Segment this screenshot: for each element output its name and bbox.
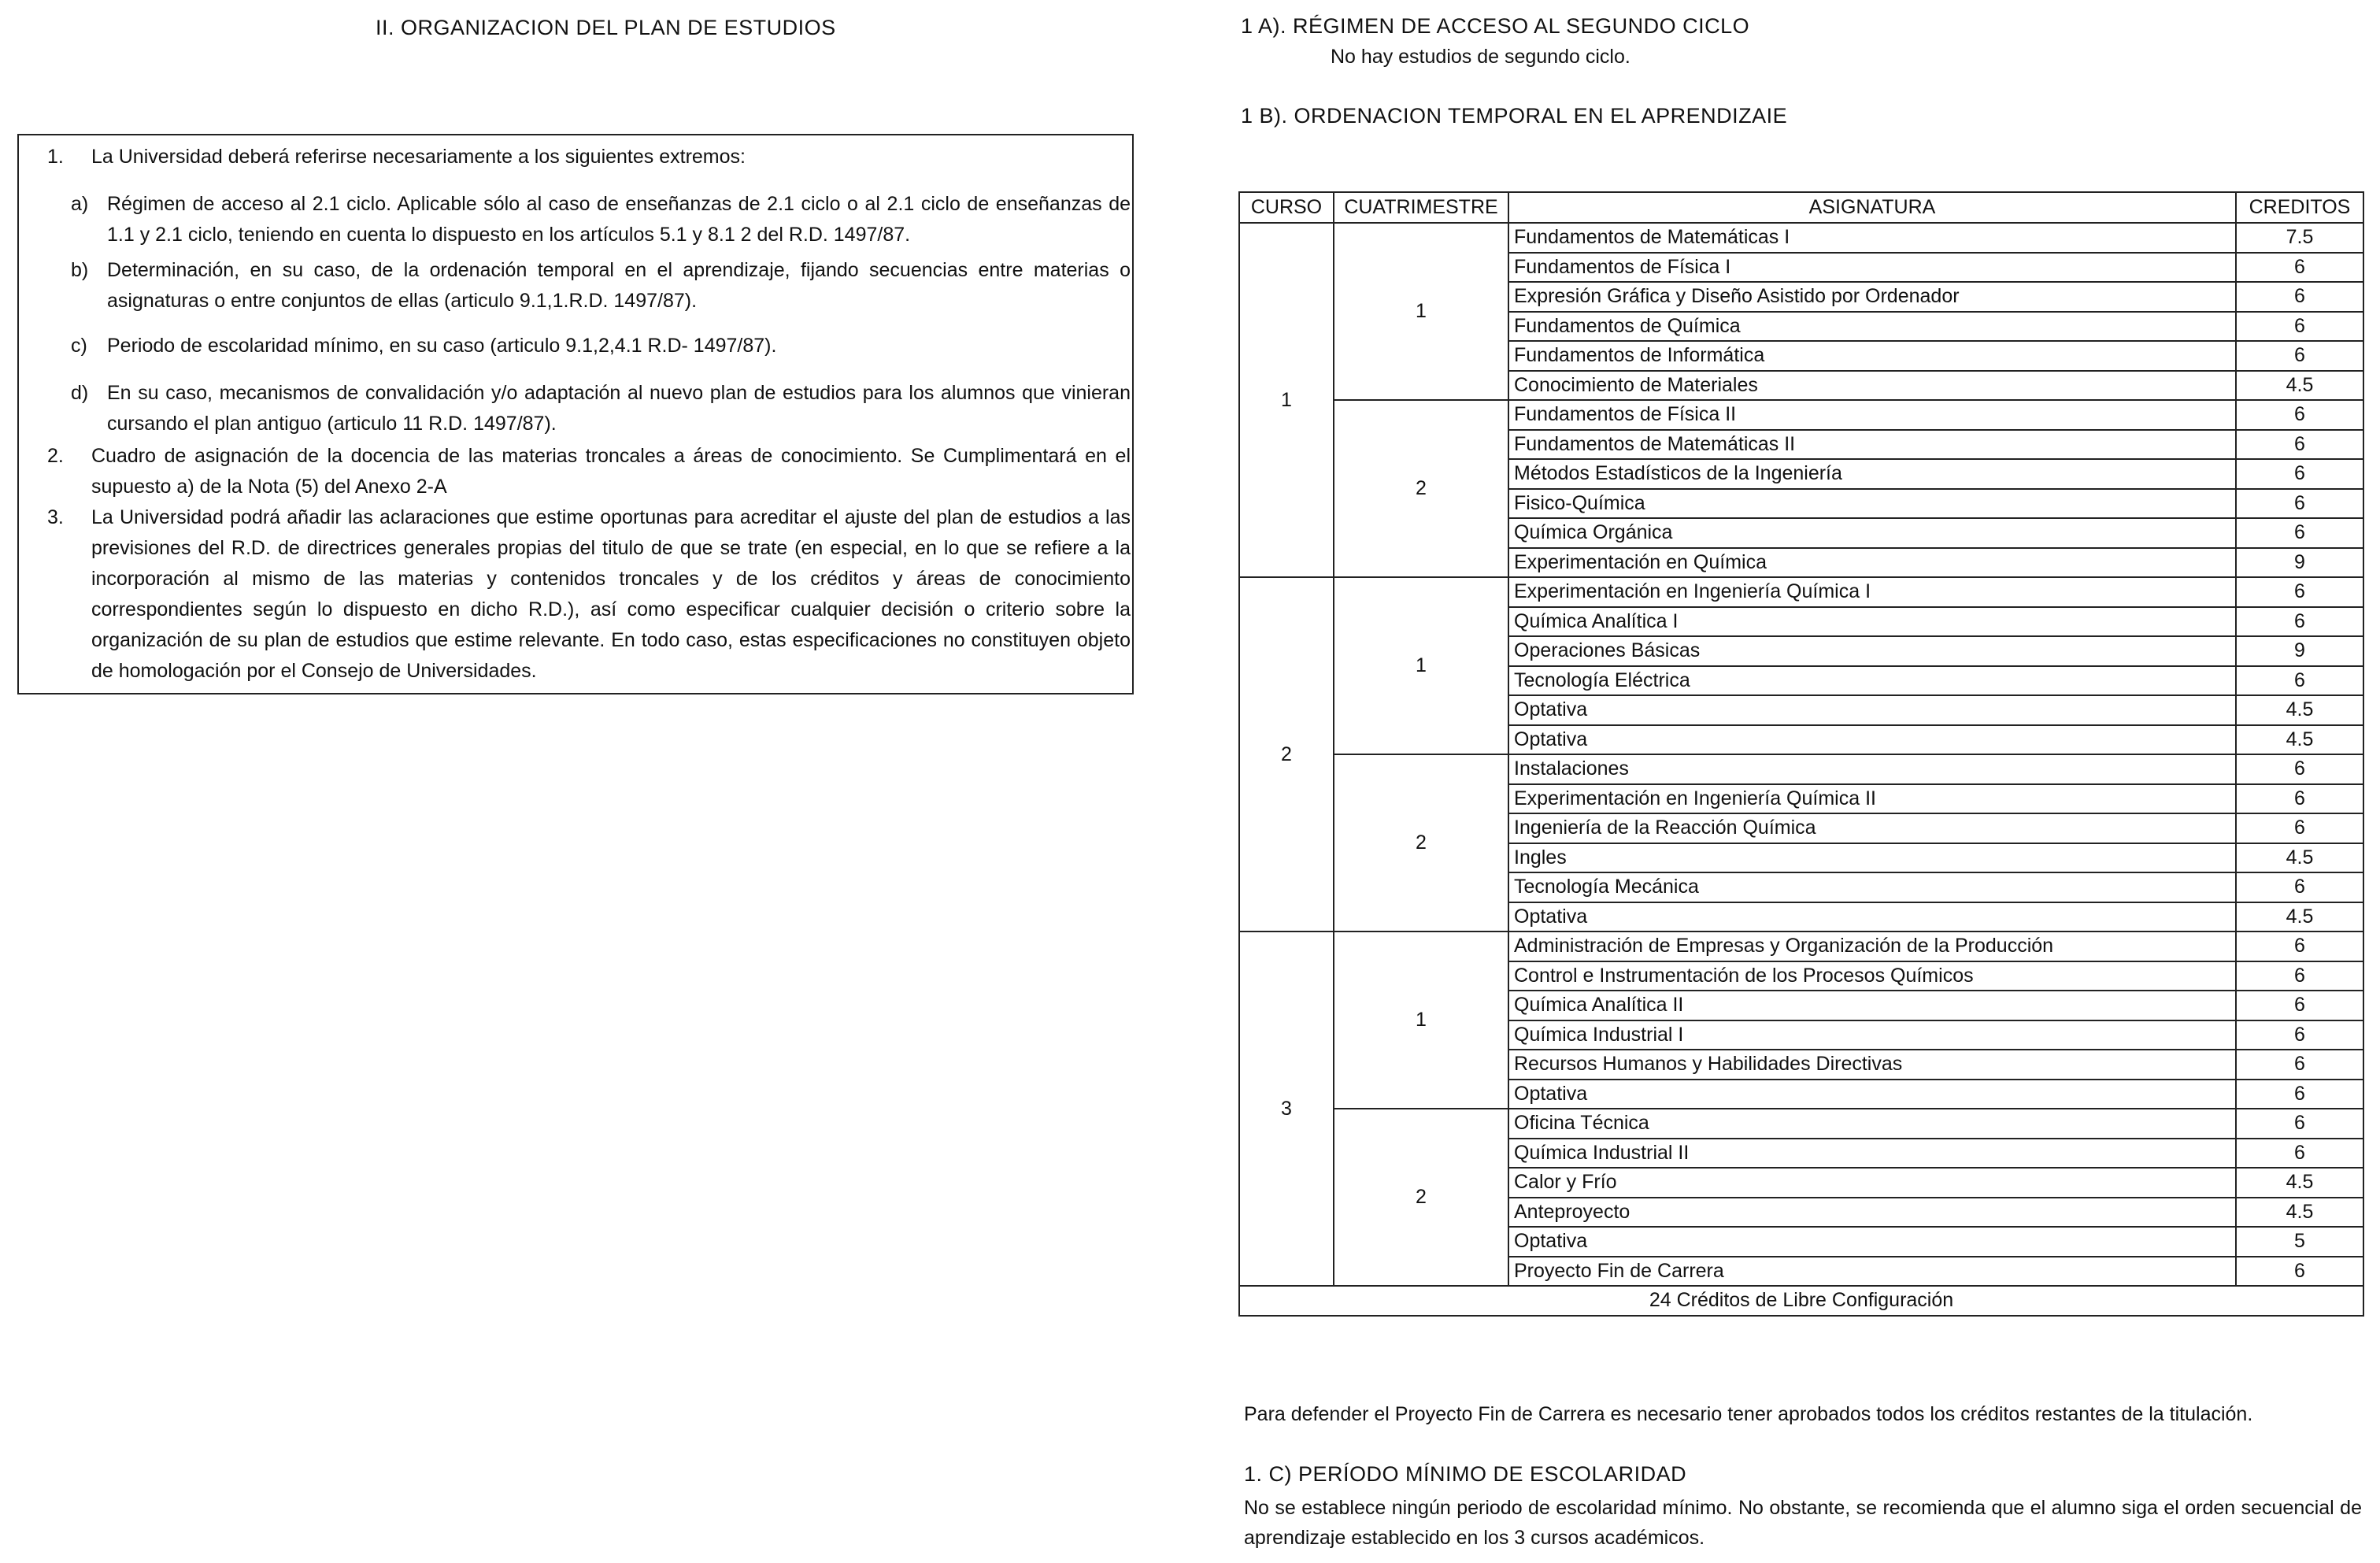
credits-cell: 6	[2236, 1257, 2363, 1287]
subject-cell: Fundamentos de Química	[1508, 312, 2236, 342]
credits-cell: 9	[2236, 548, 2363, 578]
table-row	[1239, 223, 2363, 253]
curso-cell: 2	[1239, 577, 1334, 932]
credits-cell: 4.5	[2236, 902, 2363, 932]
subject-cell: Control e Instrumentación de los Procesos Químicos	[1508, 961, 2236, 991]
credits-cell: 6	[2236, 518, 2363, 548]
subject-cell: Fisico-Química	[1508, 489, 2236, 519]
subject-cell: Fundamentos de Informática	[1508, 341, 2236, 371]
credits-cell: 6	[2236, 312, 2363, 342]
subject-cell: Química Orgánica	[1508, 518, 2236, 548]
table-row	[1239, 754, 2363, 784]
credits-cell: 6	[2236, 400, 2363, 430]
table-body	[1239, 223, 2363, 1316]
credits-cell: 6	[2236, 813, 2363, 843]
subject-cell: Tecnología Eléctrica	[1508, 666, 2236, 696]
credits-cell: 4.5	[2236, 371, 2363, 401]
subject-cell: Conocimiento de Materiales	[1508, 371, 2236, 401]
subject-cell: Optativa	[1508, 1227, 2236, 1257]
subject-cell: Recursos Humanos y Habilidades Directivas	[1508, 1050, 2236, 1080]
credits-cell: 6	[2236, 489, 2363, 519]
subject-cell: Ingeniería de la Reacción Química	[1508, 813, 2236, 843]
section-c-title: 1. C) PERÍODO MÍNIMO DE ESCOLARIDAD	[1244, 1462, 1687, 1486]
credits-cell: 9	[2236, 636, 2363, 666]
cuatrimestre-cell: 2	[1334, 754, 1508, 932]
credits-cell: 6	[2236, 932, 2363, 961]
cuatrimestre-cell: 2	[1334, 1109, 1508, 1286]
subject-cell: Experimentación en Química	[1508, 548, 2236, 578]
item-c-text: Periodo de escolaridad mínimo, en su caso (articulo 9.1,2,4.1 R.D- 1497/87).	[107, 335, 777, 357]
column-header: CREDITOS	[2236, 192, 2363, 223]
subject-cell: Fundamentos de Física I	[1508, 253, 2236, 283]
subject-cell: Operaciones Básicas	[1508, 636, 2236, 666]
subject-cell: Fundamentos de Física II	[1508, 400, 2236, 430]
subject-cell: Química Industrial I	[1508, 1020, 2236, 1050]
section-b-title: 1 B). ORDENACION TEMPORAL EN EL APRENDIZAIE	[1241, 104, 1788, 128]
subject-cell: Ingles	[1508, 843, 2236, 873]
credits-cell: 6	[2236, 872, 2363, 902]
credits-cell: 6	[2236, 1109, 2363, 1139]
table-row	[1239, 1109, 2363, 1139]
credits-cell: 6	[2236, 784, 2363, 814]
requirements-box	[17, 134, 1134, 694]
subject-cell: Optativa	[1508, 725, 2236, 755]
subject-cell: Calor y Frío	[1508, 1168, 2236, 1198]
credits-cell: 6	[2236, 1020, 2363, 1050]
credits-cell: 6	[2236, 1080, 2363, 1109]
subject-cell: Química Analítica II	[1508, 991, 2236, 1020]
credits-cell: 6	[2236, 282, 2363, 312]
credits-cell: 7.5	[2236, 223, 2363, 253]
subject-cell: Optativa	[1508, 902, 2236, 932]
project-note: Para defender el Proyecto Fin de Carrera es necesario tener aprobados todos los créditos restantes de la titulación.	[1244, 1403, 2253, 1425]
subject-cell: Métodos Estadísticos de la Ingeniería	[1508, 459, 2236, 489]
subject-cell: Oficina Técnica	[1508, 1109, 2236, 1139]
item-number: 1.	[47, 146, 64, 168]
subject-cell: Fundamentos de Matemáticas I	[1508, 223, 2236, 253]
subject-cell: Administración de Empresas y Organización de la Producción	[1508, 932, 2236, 961]
subject-cell: Química Analítica I	[1508, 607, 2236, 637]
credits-cell: 6	[2236, 1050, 2363, 1080]
section-a-title: 1 A). RÉGIMEN DE ACCESO AL SEGUNDO CICLO	[1241, 14, 1750, 38]
column-header: CURSO	[1239, 192, 1334, 223]
curso-cell: 3	[1239, 932, 1334, 1286]
intro-text: La Universidad deberá referirse necesariamente a los siguientes extremos:	[91, 146, 746, 168]
subject-cell: Química Industrial II	[1508, 1139, 2236, 1169]
item-label: a)	[71, 193, 89, 215]
credits-cell: 4.5	[2236, 725, 2363, 755]
cuatrimestre-cell: 1	[1334, 223, 1508, 400]
free-credits-row	[1239, 1286, 2363, 1316]
credits-cell: 4.5	[2236, 695, 2363, 725]
item-label: c)	[71, 335, 87, 357]
subject-cell: Instalaciones	[1508, 754, 2236, 784]
section-c-text: No se establece ningún periodo de escolaridad mínimo. No obstante, se recomienda que el alumno siga el orden secuencial de aprendizaje establecido en los 3 cursos académicos.	[1244, 1497, 2362, 1549]
item-label: d)	[71, 382, 89, 404]
subject-cell: Expresión Gráfica y Diseño Asistido por Ordenador	[1508, 282, 2236, 312]
cuatrimestre-cell: 2	[1334, 400, 1508, 577]
page-title: II. ORGANIZACION DEL PLAN DE ESTUDIOS	[376, 16, 836, 39]
item-number: 2.	[47, 445, 64, 467]
credits-cell: 6	[2236, 1139, 2363, 1169]
credits-cell: 6	[2236, 577, 2363, 607]
subject-cell: Experimentación en Ingeniería Química I	[1508, 577, 2236, 607]
credits-cell: 6	[2236, 961, 2363, 991]
subject-cell: Optativa	[1508, 1080, 2236, 1109]
point-3-text: La Universidad podrá añadir las aclaraciones que estime oportunas para acreditar el ajuste del plan de estudios a las previsiones del R.D. de directrices generales propias del titulo de que se trate (en especial, en lo que se refiere a la incorporación al mismo de las materias y contenidos troncales y de los créditos y áreas de conocimiento correspondientes según lo dispuesto en dicho R.D.), así como especificar cualquier decisión o criterio sobre la organización de su plan de estudios que estime relevante. En todo caso, estas especificaciones no constituyen objeto de homologación por el Consejo de Universidades.	[91, 506, 1131, 682]
table-row	[1239, 400, 2363, 430]
table-header-row	[1239, 192, 2363, 223]
credits-cell: 6	[2236, 666, 2363, 696]
item-d-text: En su caso, mecanismos de convalidación y/o adaptación al nuevo plan de estudios para los alumnos que vinieran cursando el plan antiguo (articulo 11 R.D. 1497/87).	[107, 382, 1131, 435]
credits-cell: 6	[2236, 459, 2363, 489]
credits-cell: 4.5	[2236, 843, 2363, 873]
credits-cell: 6	[2236, 754, 2363, 784]
subject-cell: Proyecto Fin de Carrera	[1508, 1257, 2236, 1287]
column-header: CUATRIMESTRE	[1334, 192, 1508, 223]
table-row	[1239, 577, 2363, 607]
credits-cell: 5	[2236, 1227, 2363, 1257]
subject-cell: Anteproyecto	[1508, 1198, 2236, 1228]
subject-cell: Tecnología Mecánica	[1508, 872, 2236, 902]
point-2-text: Cuadro de asignación de la docencia de las materias troncales a áreas de conocimiento. Se Cumplimentará en el supuesto a) de la Nota (5) del Anexo 2-A	[91, 445, 1131, 498]
subject-cell: Experimentación en Ingeniería Química II	[1508, 784, 2236, 814]
item-b-text: Determinación, en su caso, de la ordenación temporal en el aprendizaje, fijando secuencias entre materias o asignaturas o entre conjuntos de ellas (articulo 9.1,1.R.D. 1497/87).	[107, 259, 1131, 312]
table-row	[1239, 932, 2363, 961]
credits-cell: 4.5	[2236, 1198, 2363, 1228]
item-label: b)	[71, 259, 89, 281]
subject-cell: Fundamentos de Matemáticas II	[1508, 430, 2236, 460]
section-a-text: No hay estudios de segundo ciclo.	[1331, 46, 1630, 68]
curso-cell: 1	[1239, 223, 1334, 577]
subject-cell: Optativa	[1508, 695, 2236, 725]
column-header: ASIGNATURA	[1508, 192, 2236, 223]
credits-cell: 6	[2236, 253, 2363, 283]
credits-cell: 6	[2236, 341, 2363, 371]
item-a-text: Régimen de acceso al 2.1 ciclo. Aplicable sólo al caso de enseñanzas de 2.1 ciclo o al 2.1 ciclo de enseñanzas de 1.1 y 2.1 ciclo, teniendo en cuenta lo dispuesto en los artículos 5.1 y 8.1 2 del R.D. 1497/87.	[107, 193, 1131, 246]
credits-cell: 6	[2236, 430, 2363, 460]
credits-cell: 6	[2236, 991, 2363, 1020]
free-credits-cell: 24 Créditos de Libre Configuración	[1239, 1286, 2363, 1316]
credits-cell: 6	[2236, 607, 2363, 637]
item-number: 3.	[47, 506, 64, 528]
cuatrimestre-cell: 1	[1334, 577, 1508, 754]
cuatrimestre-cell: 1	[1334, 932, 1508, 1109]
credits-cell: 4.5	[2236, 1168, 2363, 1198]
study-plan-table	[1238, 191, 2364, 1317]
